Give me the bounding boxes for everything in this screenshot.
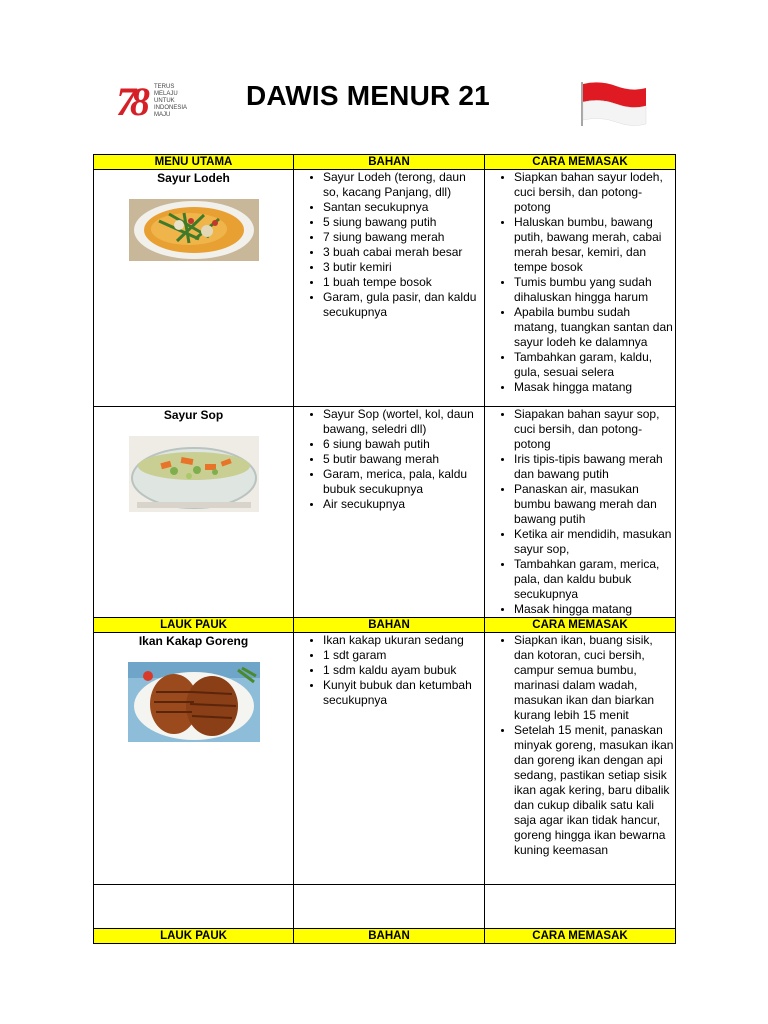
logo-tagline: TERUS MELAJU UNTUK INDONESIA MAJU — [154, 84, 188, 118]
indonesia-flag-icon — [578, 80, 648, 128]
list-item: • Garam, merica, pala, kaldu bubuk secukupnya — [323, 467, 484, 497]
list-item: • 5 siung bawang putih — [323, 215, 484, 230]
list-item: • 3 buah cabai merah besar — [323, 245, 484, 260]
cara-cell — [485, 170, 676, 407]
list-item: • Sayur Lodeh (terong, daun so, kacang Panjang, dll) — [323, 170, 484, 200]
bahan-list — [294, 407, 484, 512]
dish-name: Sayur Lodeh — [157, 171, 230, 185]
list-item: • Siapakan bahan sayur sop, cuci bersih, dan potong-potong — [514, 407, 675, 452]
menu-cell — [94, 170, 294, 407]
list-item: • Tambahkan garam, kaldu, gula, sesuai selera — [514, 350, 675, 380]
column-header-cara: CARA MEMASAK — [485, 929, 676, 944]
list-item: • Panaskan air, masukan bumbu bawang merah dan bawang putih — [514, 482, 675, 527]
list-item: • 1 sdm kaldu ayam bubuk — [323, 663, 484, 678]
bahan-list — [294, 633, 484, 708]
list-item: • Siapkan bahan sayur lodeh, cuci bersih, dan potong-potong — [514, 170, 675, 215]
column-header-menu: LAUK PAUK — [94, 929, 294, 944]
list-item: • Tumis bumbu yang sudah dihaluskan hingga harum — [514, 275, 675, 305]
cara-list — [485, 407, 675, 617]
list-item: • 6 siung bawah putih — [323, 437, 484, 452]
logo-number: 78 — [116, 79, 144, 124]
list-item: • Haluskan bumbu, bawang putih, bawang merah, cabai merah besar, kemiri, dan tempe bosok — [514, 215, 675, 275]
list-item: • Ketika air mendidih, masukan sayur sop, — [514, 527, 675, 557]
list-item: • Apabila bumbu sudah matang, tuangkan santan dan sayur lodeh ke dalamnya — [514, 305, 675, 350]
list-item: • Iris tipis-tipis bawang merah dan bawang putih — [514, 452, 675, 482]
table-row — [94, 885, 676, 929]
menu-cell — [94, 407, 294, 618]
column-header-bahan: BAHAN — [294, 155, 485, 170]
empty-cell — [94, 885, 294, 929]
menu-table — [93, 154, 676, 944]
list-item: • Ikan kakap ukuran sedang — [323, 633, 484, 648]
column-header-cara: CARA MEMASAK — [485, 155, 676, 170]
column-header-cara: CARA MEMASAK — [485, 618, 676, 633]
cara-cell — [485, 407, 676, 618]
sayur-sop-photo — [129, 436, 259, 512]
list-item: • Air secukupnya — [323, 497, 484, 512]
list-item: • Setelah 15 menit, panaskan minyak goreng, masukan ikan dan goreng ikan dengan api sedang, pastikan setiap sisik ikan agak kering, baru dibalik dan cukup dibalik satu kali saja agar ikan tidak hancur, goreng hingga ikan bewarna kuning keemasan — [514, 723, 675, 858]
list-item: • Santan secukupnya — [323, 200, 484, 215]
page-header — [0, 0, 768, 150]
list-item: • Kunyit bubuk dan ketumbah secukupnya — [323, 678, 484, 708]
empty-cell — [294, 885, 485, 929]
list-item: • 7 siung bawang merah — [323, 230, 484, 245]
cara-list — [485, 170, 675, 395]
list-item: • 3 butir kemiri — [323, 260, 484, 275]
table-row — [94, 633, 676, 885]
list-item: • Masak hingga matang — [514, 380, 675, 395]
list-item: • Sayur Sop (wortel, kol, daun bawang, seledri dll) — [323, 407, 484, 437]
column-header-menu: LAUK PAUK — [94, 618, 294, 633]
list-item: • Siapkan ikan, buang sisik, dan kotoran, cuci bersih, campur semua bumbu, marinasi dalam wadah, masukan ikan dan biarkan kurang lebih 15 menit — [514, 633, 675, 723]
sayur-lodeh-photo — [129, 199, 259, 261]
column-header-bahan: BAHAN — [294, 929, 485, 944]
list-item: • Tambahkan garam, merica, pala, dan kaldu bubuk secukupnya — [514, 557, 675, 602]
column-header-menu: MENU UTAMA — [94, 155, 294, 170]
bahan-list — [294, 170, 484, 320]
list-item: • 1 buah tempe bosok — [323, 275, 484, 290]
list-item: • Masak hingga matang — [514, 602, 675, 617]
empty-cell — [485, 885, 676, 929]
bahan-cell — [294, 407, 485, 618]
list-item: • 5 butir bawang merah — [323, 452, 484, 467]
section-header-row — [94, 155, 676, 170]
cara-cell — [485, 633, 676, 885]
cara-list — [485, 633, 675, 858]
dish-name: Sayur Sop — [163, 408, 224, 422]
bahan-cell — [294, 170, 485, 407]
column-header-bahan: BAHAN — [294, 618, 485, 633]
dish-name: Ikan Kakap Goreng — [138, 634, 249, 648]
section-header-row — [94, 618, 676, 633]
list-item: • 1 sdt garam — [323, 648, 484, 663]
ikan-kakap-goreng-photo — [128, 662, 260, 742]
section-header-row — [94, 929, 676, 944]
page-title: DAWIS MENUR 21 — [246, 80, 490, 111]
menu-cell — [94, 633, 294, 885]
hut-ri-78-logo — [112, 80, 204, 124]
table-row — [94, 407, 676, 618]
table-row — [94, 170, 676, 407]
list-item: • Garam, gula pasir, dan kaldu secukupnya — [323, 290, 484, 320]
bahan-cell — [294, 633, 485, 885]
